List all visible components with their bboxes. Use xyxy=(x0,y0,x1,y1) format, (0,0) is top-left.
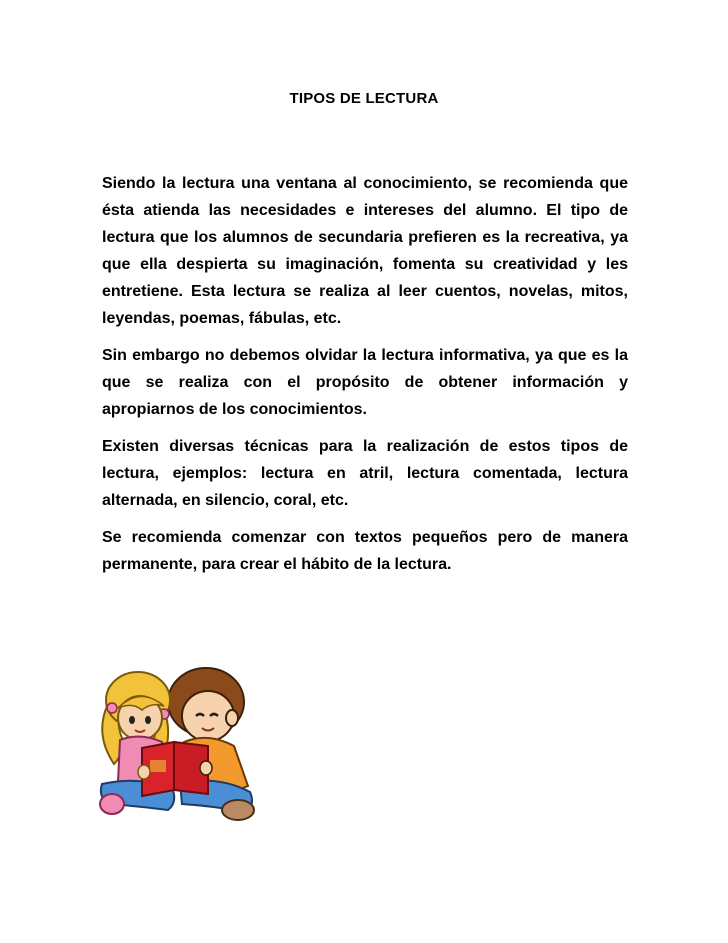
paragraph-1: Siendo la lectura una ventana al conocimiento, se recomienda que ésta atienda las necesidades e intereses del alumno. El tipo de lectura que los alumnos de secundaria prefieren es la recreativa, ya que ella despierta su imaginación, fomenta su creatividad y les entretiene. Esta lectura se realiza al leer cuentos, novelas, mitos, leyendas, poemas, fábulas, etc. xyxy=(102,175,628,327)
document-body xyxy=(102,170,628,588)
page-title: TIPOS DE LECTURA xyxy=(289,90,439,107)
paragraph-4: Se recomienda comenzar con textos pequeños pero de manera permanente, para crear el hábito de la lectura. xyxy=(102,529,628,573)
children-reading-book-icon xyxy=(98,664,260,824)
paragraph-3: Existen diversas técnicas para la realización de estos tipos de lectura, ejemplos: lectura en atril, lectura comentada, lectura alternada, en silencio, coral, etc. xyxy=(102,438,628,509)
paragraph-2: Sin embargo no debemos olvidar la lectura informativa, ya que es la que se realiza con el propósito de obtener información y apropiarnos de los conocimientos. xyxy=(102,347,628,418)
